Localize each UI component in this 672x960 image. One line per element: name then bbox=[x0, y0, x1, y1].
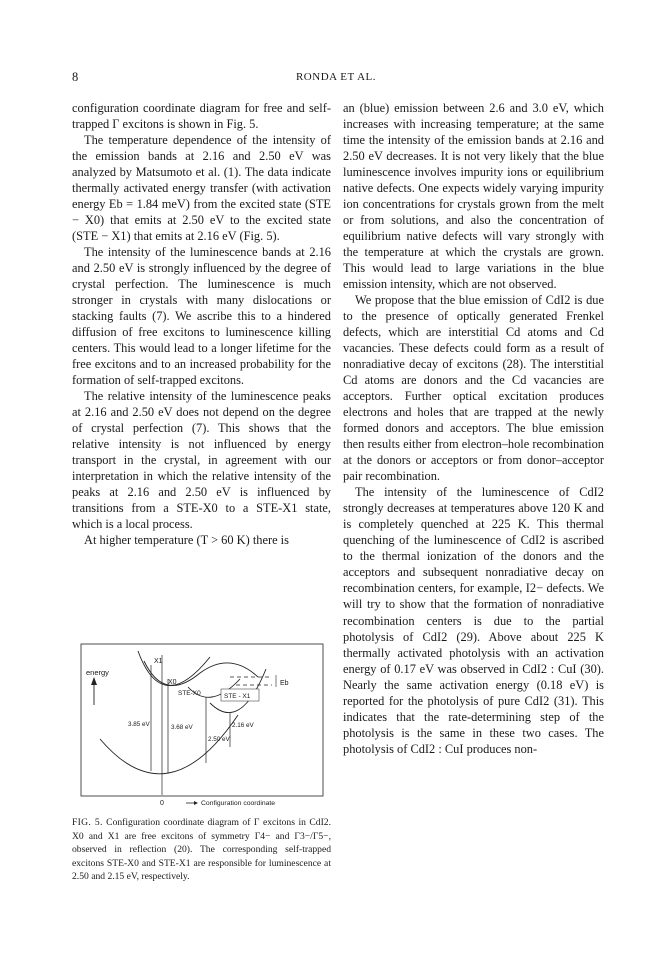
energy-arrowhead bbox=[91, 677, 97, 685]
caption-text: Configuration coordinate diagram of Γ excitons in CdI2. X0 and X1 are free excitons of symmetry Γ4− and Γ3−/Γ5−, observed in reflection (20). The corresponding self-trapped excitons STE-X0 and STE-X1 are responsible for luminescence at 2.50 and 2.15 eV, respectively. bbox=[72, 817, 331, 883]
eb-label: Eb bbox=[280, 680, 289, 687]
paragraph: The temperature dependence of the intensity of the emission bands at 2.16 and 2.50 eV was analyzed by Matsumoto et al. (1). The data indicate thermally activated energy transfer (with activation energy Eb = 1.84 meV) from the excited state (STE − X0) that emits at 2.50 eV to the excited state (STE − X1) that emits at 2.16 eV (Fig. 5). bbox=[72, 133, 331, 244]
figure-5-diagram bbox=[80, 643, 324, 809]
paragraph: configuration coordinate diagram for free and self-trapped Γ excitons is shown in Fig. 5. bbox=[72, 101, 331, 132]
label-368: 3.68 eV bbox=[171, 724, 193, 731]
right-column bbox=[343, 100, 604, 757]
paragraph: At higher temperature (T > 60 K) there is bbox=[84, 533, 289, 548]
label-250: 2.50 eV bbox=[208, 736, 230, 743]
energy-label: energy bbox=[86, 668, 109, 677]
caption-label: FIG. 5. bbox=[72, 817, 103, 828]
ste-x0-label: STE-X0 bbox=[178, 690, 201, 697]
ground-state-curve bbox=[100, 715, 238, 774]
paragraph: an (blue) emission between 2.6 and 3.0 eV, which increases with increasing temperature; at the same time the intensity of the emission bands at 2.16 and 2.50 eV decreases. It is not very likely that the blue luminescence involves impurity ions or equilibrium native defects. One expects widely varying impurity ion concentrations for crystals grown from the melt or from solutions, and also the concentration of equilibrium native defects will vary strongly with the temperature at which the crystals are grown. This would lead to large variations in the blue emission intensity, which are not observed. bbox=[343, 101, 604, 292]
page-number: 8 bbox=[72, 70, 79, 84]
zero-label: 0 bbox=[160, 800, 164, 807]
axis-label: Configuration coordinate bbox=[201, 800, 276, 807]
x0-label: X0 bbox=[168, 679, 177, 686]
ste-x1-label: STE - X1 bbox=[224, 693, 251, 700]
paragraph: The intensity of the luminescence bands at 2.16 and 2.50 eV is strongly influenced by the degree of crystal perfection. The luminescence is much stronger in crystals with many dislocations or stacking faults (7). We ascribe this to a hindered diffusion of free excitons to luminescence killing centers. This would lead to a longer lifetime for the free excitons and to an increased probability for the formation of self-trapped excitons. bbox=[72, 245, 331, 388]
figure-caption bbox=[72, 816, 331, 884]
configuration-coordinate-diagram bbox=[80, 643, 324, 809]
left-column bbox=[72, 100, 331, 548]
axis-arrowhead bbox=[194, 801, 198, 805]
x1-label: X1 bbox=[154, 658, 163, 665]
paragraph: The intensity of the luminescence of CdI2 strongly decreases at temperatures above 120 K and is completely quenched at 225 K. This thermal quenching of the luminescence of CdI2 is ascribed to the thermal ionization of the donors and the acceptors and subsequent nonradiative decay on recombination centers, for example, I2− defects. We will try to show that the formation of nonradiative recombination centers is due to the partial photolysis of CdI2 (29). Above about 225 K thermally activated photolysis with an activation energy of 0.17 eV was observed in CdI2 : CuI (30). Nearly the same activation energy (0.18 eV) is reported for the photolysis of pure CdI2 (31). This indicates that the rate-determining step of the photolysis is the same in these two cases. The photolysis of CdI2 : CuI produces non- bbox=[343, 485, 604, 756]
running-head: RONDA ET AL. bbox=[295, 71, 377, 83]
label-385: 3.85 eV bbox=[128, 721, 150, 728]
page-header bbox=[0, 70, 672, 86]
paragraph: We propose that the blue emission of CdI2 is due to the presence of optically generated Frenkel defects, which are interstitial Cd atoms and Cd vacancies. These defects could form as a result of nonradiative decay of excitons (28). The interstitial Cd atoms are donors and the Cd vacancies are acceptors. Further optical excitation produces electrons and holes that are trapped at the newly formed donors and acceptors. The blue emission then results either from electron–hole recombination at the donors or acceptors or from donor–acceptor pair recombination. bbox=[343, 293, 604, 484]
paragraph: The relative intensity of the luminescence peaks at 2.16 and 2.50 eV does not depend on the degree of crystal perfection (7). This shows that the relative intensity is not influenced by energy transport in the crystal, in agreement with our interpretation in which the relative intensity of the peaks at 2.16 and 2.50 eV is influenced by transitions from a STE-X0 to a STE-X1 state, which is a local process. bbox=[72, 389, 331, 532]
label-216: 2.16 eV bbox=[232, 722, 254, 729]
